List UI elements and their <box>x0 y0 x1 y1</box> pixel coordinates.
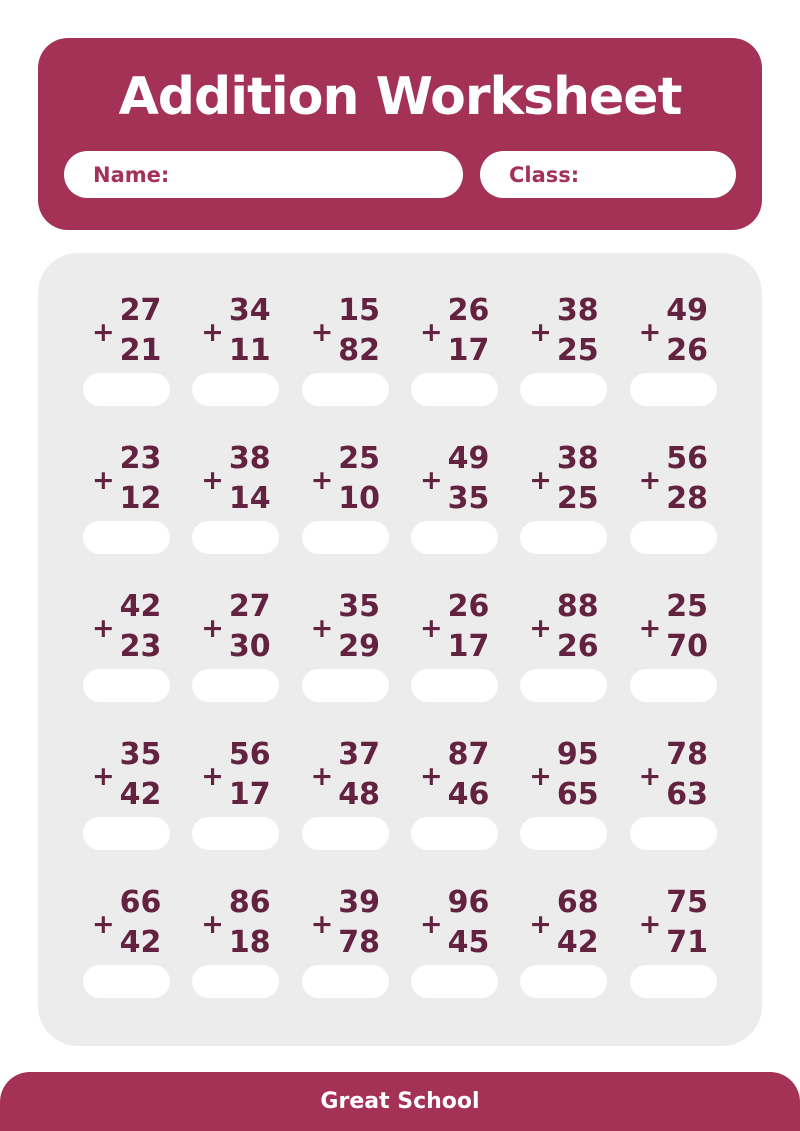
problem-22 <box>400 735 509 850</box>
equation <box>420 883 489 963</box>
operands <box>120 735 162 815</box>
problem-15 <box>291 587 400 702</box>
operands <box>338 439 380 519</box>
answer-box[interactable] <box>411 817 498 850</box>
answer-box[interactable] <box>520 521 607 554</box>
name-field-label: Name: <box>93 162 170 187</box>
equation <box>529 883 598 963</box>
bottom-addend: 17 <box>447 333 490 368</box>
top-addend: 86 <box>228 885 271 920</box>
top-addend: 38 <box>556 293 599 328</box>
answer-box[interactable] <box>83 817 170 850</box>
bottom-addend: 17 <box>447 629 490 664</box>
plus-operator: + <box>529 316 552 348</box>
class-field-label: Class: <box>509 162 580 187</box>
school-name: Great School <box>320 1089 480 1114</box>
problem-1 <box>72 291 181 406</box>
operands <box>557 587 599 667</box>
plus-operator: + <box>201 316 224 348</box>
problem-29 <box>509 883 618 998</box>
problem-2 <box>181 291 290 406</box>
operands <box>229 735 271 815</box>
answer-box[interactable] <box>302 965 389 998</box>
plus-operator: + <box>529 760 552 792</box>
equation <box>201 735 270 815</box>
problem-30 <box>619 883 728 998</box>
equation <box>92 291 161 371</box>
operands <box>448 587 490 667</box>
bottom-addend: 78 <box>338 925 381 960</box>
bottom-addend: 46 <box>447 777 490 812</box>
top-addend: 35 <box>119 737 162 772</box>
bottom-addend: 10 <box>338 481 381 516</box>
problem-16 <box>400 587 509 702</box>
equation <box>639 587 708 667</box>
bottom-addend: 42 <box>119 777 162 812</box>
problem-10 <box>400 439 509 554</box>
top-addend: 56 <box>228 737 271 772</box>
equation <box>420 439 489 519</box>
plus-operator: + <box>419 612 443 644</box>
operands <box>666 883 708 963</box>
problem-6 <box>619 291 728 406</box>
operands <box>666 291 708 371</box>
answer-box[interactable] <box>192 521 279 554</box>
bottom-addend: 42 <box>556 925 599 960</box>
problem-14 <box>181 587 290 702</box>
plus-operator: + <box>529 908 552 940</box>
equation <box>639 883 708 963</box>
top-addend: 38 <box>228 441 271 476</box>
equation <box>201 587 270 667</box>
problem-21 <box>291 735 400 850</box>
bottom-addend: 30 <box>228 629 271 664</box>
operands <box>338 291 380 371</box>
plus-operator: + <box>91 908 115 940</box>
top-addend: 38 <box>556 441 599 476</box>
answer-box[interactable] <box>302 669 389 702</box>
operands <box>229 883 271 963</box>
answer-box[interactable] <box>192 373 279 406</box>
plus-operator: + <box>310 908 334 940</box>
answer-box[interactable] <box>411 521 498 554</box>
answer-box[interactable] <box>302 521 389 554</box>
class-field[interactable] <box>480 151 736 198</box>
plus-operator: + <box>91 316 115 348</box>
top-addend: 42 <box>119 589 162 624</box>
bottom-addend: 26 <box>666 333 709 368</box>
answer-box[interactable] <box>192 669 279 702</box>
equation <box>201 439 270 519</box>
plus-operator: + <box>638 612 662 644</box>
answer-box[interactable] <box>302 373 389 406</box>
problems-grid <box>72 291 728 998</box>
bottom-addend: 18 <box>228 925 271 960</box>
problem-23 <box>509 735 618 850</box>
bottom-addend: 28 <box>666 481 709 516</box>
bottom-addend: 48 <box>338 777 381 812</box>
answer-box[interactable] <box>630 373 717 406</box>
plus-operator: + <box>419 316 443 348</box>
bottom-addend: 17 <box>228 777 271 812</box>
answer-box[interactable] <box>630 817 717 850</box>
problem-13 <box>72 587 181 702</box>
problem-17 <box>509 587 618 702</box>
operands <box>666 735 708 815</box>
problem-25 <box>72 883 181 998</box>
plus-operator: + <box>310 760 334 792</box>
problem-24 <box>619 735 728 850</box>
bottom-addend: 25 <box>556 333 599 368</box>
top-addend: 88 <box>556 589 599 624</box>
bottom-addend: 11 <box>228 333 271 368</box>
problem-11 <box>509 439 618 554</box>
plus-operator: + <box>638 760 662 792</box>
footer-bar <box>0 1072 800 1131</box>
plus-operator: + <box>201 612 224 644</box>
problem-12 <box>619 439 728 554</box>
bottom-addend: 82 <box>338 333 381 368</box>
equation <box>311 883 380 963</box>
top-addend: 49 <box>447 441 490 476</box>
answer-box[interactable] <box>192 965 279 998</box>
worksheet-panel <box>38 253 762 1046</box>
bottom-addend: 21 <box>119 333 162 368</box>
equation <box>639 291 708 371</box>
problem-5 <box>509 291 618 406</box>
plus-operator: + <box>91 760 115 792</box>
plus-operator: + <box>310 464 334 496</box>
equation <box>639 439 708 519</box>
top-addend: 56 <box>666 441 709 476</box>
operands <box>338 883 380 963</box>
bottom-addend: 35 <box>447 481 490 516</box>
plus-operator: + <box>529 464 552 496</box>
bottom-addend: 26 <box>556 629 599 664</box>
top-addend: 39 <box>338 885 381 920</box>
operands <box>666 587 708 667</box>
bottom-addend: 25 <box>556 481 599 516</box>
problem-27 <box>291 883 400 998</box>
operands <box>448 291 490 371</box>
operands <box>120 883 162 963</box>
top-addend: 23 <box>119 441 162 476</box>
plus-operator: + <box>310 612 334 644</box>
top-addend: 37 <box>338 737 381 772</box>
plus-operator: + <box>638 464 662 496</box>
operands <box>338 587 380 667</box>
equation <box>529 439 598 519</box>
equation <box>311 735 380 815</box>
operands <box>120 439 162 519</box>
top-addend: 15 <box>338 293 381 328</box>
operands <box>557 439 599 519</box>
equation <box>420 291 489 371</box>
name-field[interactable] <box>64 151 463 198</box>
problem-8 <box>181 439 290 554</box>
plus-operator: + <box>419 464 443 496</box>
problem-4 <box>400 291 509 406</box>
top-addend: 27 <box>119 293 162 328</box>
operands <box>448 883 490 963</box>
answer-box[interactable] <box>520 373 607 406</box>
equation <box>529 735 598 815</box>
operands <box>666 439 708 519</box>
header-card <box>38 38 762 230</box>
top-addend: 25 <box>666 589 709 624</box>
bottom-addend: 42 <box>119 925 162 960</box>
bottom-addend: 29 <box>338 629 381 664</box>
plus-operator: + <box>310 316 334 348</box>
equation <box>201 883 270 963</box>
problem-9 <box>291 439 400 554</box>
plus-operator: + <box>529 612 552 644</box>
equation <box>92 883 161 963</box>
plus-operator: + <box>638 908 662 940</box>
plus-operator: + <box>201 760 224 792</box>
operands <box>448 439 490 519</box>
equation <box>311 587 380 667</box>
top-addend: 66 <box>119 885 162 920</box>
top-addend: 26 <box>447 293 490 328</box>
problem-28 <box>400 883 509 998</box>
answer-box[interactable] <box>302 817 389 850</box>
answer-box[interactable] <box>630 669 717 702</box>
bottom-addend: 71 <box>666 925 709 960</box>
top-addend: 75 <box>666 885 709 920</box>
problem-18 <box>619 587 728 702</box>
answer-box[interactable] <box>83 669 170 702</box>
plus-operator: + <box>419 908 443 940</box>
operands <box>120 587 162 667</box>
top-addend: 68 <box>556 885 599 920</box>
plus-operator: + <box>638 316 662 348</box>
operands <box>229 291 271 371</box>
equation <box>92 735 161 815</box>
top-addend: 96 <box>447 885 490 920</box>
answer-box[interactable] <box>520 965 607 998</box>
answer-box[interactable] <box>520 669 607 702</box>
operands <box>448 735 490 815</box>
bottom-addend: 14 <box>228 481 271 516</box>
operands <box>557 735 599 815</box>
bottom-addend: 45 <box>447 925 490 960</box>
plus-operator: + <box>419 760 443 792</box>
equation <box>529 587 598 667</box>
equation <box>639 735 708 815</box>
answer-box[interactable] <box>520 817 607 850</box>
top-addend: 95 <box>556 737 599 772</box>
problem-26 <box>181 883 290 998</box>
header-fields <box>38 151 762 198</box>
equation <box>92 587 161 667</box>
operands <box>120 291 162 371</box>
operands <box>557 291 599 371</box>
equation <box>420 587 489 667</box>
answer-box[interactable] <box>83 965 170 998</box>
top-addend: 34 <box>228 293 271 328</box>
answer-box[interactable] <box>411 669 498 702</box>
answer-box[interactable] <box>411 373 498 406</box>
top-addend: 27 <box>228 589 271 624</box>
operands <box>229 439 271 519</box>
equation <box>420 735 489 815</box>
equation <box>311 291 380 371</box>
plus-operator: + <box>201 464 224 496</box>
problem-20 <box>181 735 290 850</box>
operands <box>557 883 599 963</box>
equation <box>311 439 380 519</box>
answer-box[interactable] <box>411 965 498 998</box>
bottom-addend: 63 <box>666 777 709 812</box>
top-addend: 35 <box>338 589 381 624</box>
operands <box>338 735 380 815</box>
answer-box[interactable] <box>630 965 717 998</box>
top-addend: 26 <box>447 589 490 624</box>
bottom-addend: 70 <box>666 629 709 664</box>
top-addend: 49 <box>666 293 709 328</box>
answer-box[interactable] <box>83 373 170 406</box>
plus-operator: + <box>91 464 115 496</box>
answer-box[interactable] <box>192 817 279 850</box>
top-addend: 78 <box>666 737 709 772</box>
bottom-addend: 12 <box>119 481 162 516</box>
problem-19 <box>72 735 181 850</box>
bottom-addend: 65 <box>556 777 599 812</box>
answer-box[interactable] <box>630 521 717 554</box>
plus-operator: + <box>201 908 224 940</box>
operands <box>229 587 271 667</box>
problem-3 <box>291 291 400 406</box>
equation <box>529 291 598 371</box>
top-addend: 87 <box>447 737 490 772</box>
answer-box[interactable] <box>83 521 170 554</box>
equation <box>201 291 270 371</box>
page-title: Addition Worksheet <box>118 67 682 127</box>
top-addend: 25 <box>338 441 381 476</box>
bottom-addend: 23 <box>119 629 162 664</box>
problem-7 <box>72 439 181 554</box>
equation <box>92 439 161 519</box>
plus-operator: + <box>91 612 115 644</box>
